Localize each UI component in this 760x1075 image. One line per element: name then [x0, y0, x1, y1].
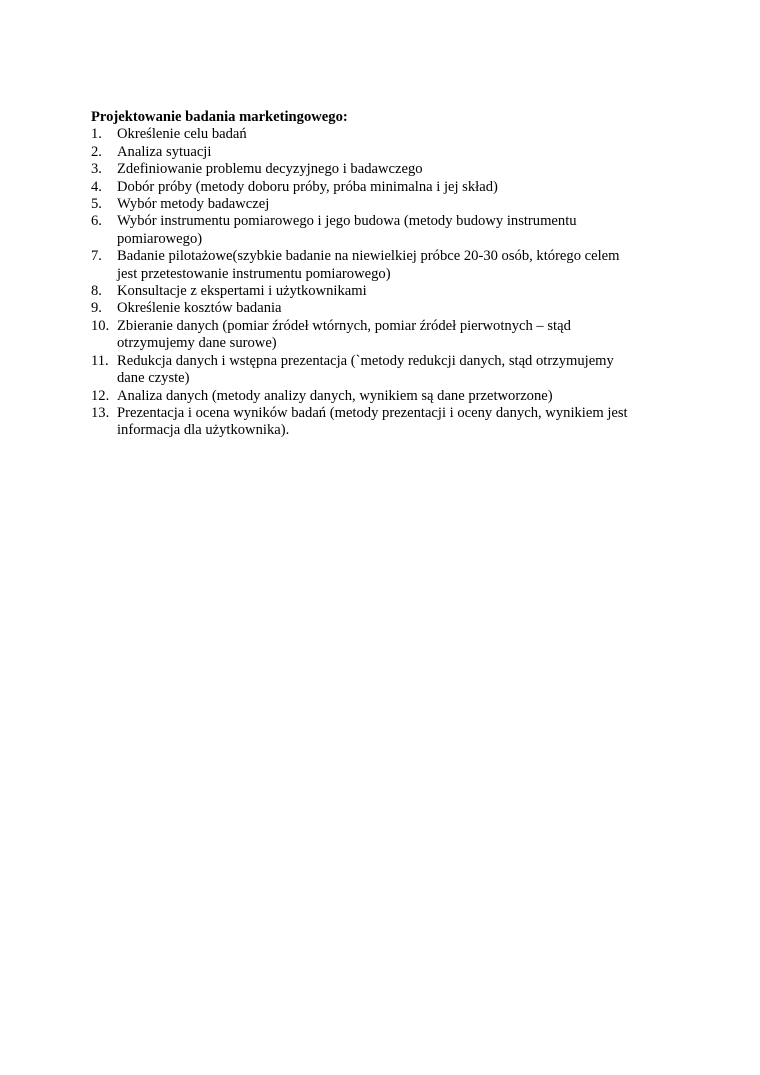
list-item-line: Określenie kosztów badania: [117, 300, 282, 317]
list-item: [91, 405, 671, 440]
list-item-text: [117, 126, 671, 143]
list-item: [91, 353, 671, 388]
list-item: [91, 179, 671, 196]
list-item-text: [117, 248, 671, 283]
list-item-text: [117, 196, 671, 213]
list-item-number: 3.: [91, 161, 102, 178]
list-item: [91, 300, 671, 317]
list-item: [91, 283, 671, 300]
list-item-line: jest przetestowanie instrumentu pomiarowego): [117, 265, 391, 282]
list-item-text: [117, 405, 671, 440]
list-item: [91, 161, 671, 178]
document-heading: Projektowanie badania marketingowego:: [91, 109, 348, 125]
list-item-line: Prezentacja i ocena wyników badań (metody prezentacji i oceny danych, wynikiem jest: [117, 404, 628, 421]
list-item: [91, 318, 671, 353]
list-item-number: 12.: [91, 387, 110, 404]
list-item-line: Dobór próby (metody doboru próby, próba minimalna i jej skład): [117, 178, 498, 195]
list-item-line: Wybór instrumentu pomiarowego i jego budowa (metody budowy instrumentu: [117, 213, 577, 230]
list-item: [91, 196, 671, 213]
list-item: [91, 248, 671, 283]
list-item-line: otrzymujemy dane surowe): [117, 335, 277, 352]
list-item: [91, 213, 671, 248]
list-item-text: [117, 318, 671, 353]
list-item-text: [117, 283, 671, 300]
list-item-line: Analiza danych (metody analizy danych, wynikiem są dane przetworzone): [117, 387, 553, 404]
list-item-number: 11.: [91, 352, 109, 369]
list-item-line: Określenie celu badań: [117, 126, 247, 143]
list-item-number: 5.: [91, 196, 102, 213]
list-item-text: [117, 388, 671, 405]
list-item-line: Analiza sytuacji: [117, 143, 212, 160]
list-item-line: informacja dla użytkownika).: [117, 422, 290, 439]
list-item: [91, 388, 671, 405]
list-item-line: Wybór metody badawczej: [117, 196, 270, 213]
list-item-number: 13.: [91, 404, 110, 421]
list-item: [91, 144, 671, 161]
list-item-number: 9.: [91, 300, 102, 317]
list-item-text: [117, 144, 671, 161]
list-item-number: 6.: [91, 213, 102, 230]
list-item: [91, 126, 671, 143]
list-item-line: Konsultacje z ekspertami i użytkownikami: [117, 283, 367, 300]
list-item-text: [117, 213, 671, 248]
list-item-line: Badanie pilotażowe(szybkie badanie na niewielkiej próbce 20-30 osób, którego celem: [117, 248, 620, 265]
list-item-number: 2.: [91, 143, 102, 160]
list-item-number: 8.: [91, 283, 102, 300]
list-item-text: [117, 300, 671, 317]
list-item-text: [117, 179, 671, 196]
list-item-line: pomiarowego): [117, 230, 203, 247]
list-item-line: Zbieranie danych (pomiar źródeł wtórnych, pomiar źródeł pierwotnych – stąd: [117, 317, 571, 334]
list-item-number: 10.: [91, 317, 110, 334]
list-item-line: Zdefiniowanie problemu decyzyjnego i badawczego: [117, 161, 423, 178]
list-item-line: Redukcja danych i wstępna prezentacja (`metody redukcji danych, stąd otrzymujemy: [117, 352, 614, 369]
numbered-list: [91, 126, 671, 439]
document-content: [91, 109, 671, 440]
list-item-number: 1.: [91, 126, 102, 143]
list-item-number: 7.: [91, 248, 102, 265]
list-item-text: [117, 353, 671, 388]
list-item-number: 4.: [91, 178, 102, 195]
list-item-line: dane czyste): [117, 370, 190, 387]
list-item-text: [117, 161, 671, 178]
